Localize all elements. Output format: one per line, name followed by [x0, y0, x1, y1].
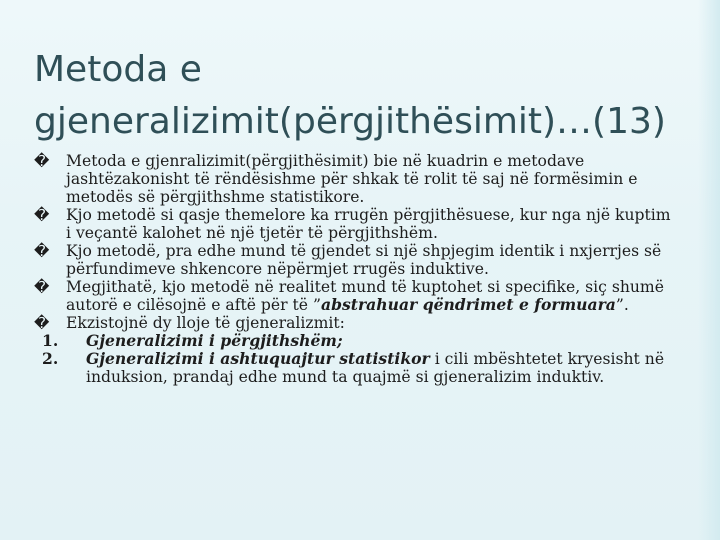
numbered-item — [34, 350, 674, 386]
bullet-item — [34, 314, 674, 332]
slide-body — [34, 152, 674, 386]
bullet-icon: � — [34, 206, 50, 224]
bullet-item — [34, 242, 674, 278]
bullet-text-end: ”. — [615, 296, 629, 314]
numbered-bold-text: Gjeneralizimi i përgjithshëm; — [86, 331, 343, 350]
numbered-text: i cili mbështetet kryesisht në induksion, prandaj edhe mund ta quajmë si gjeneralizim induktiv. — [86, 350, 665, 386]
bullet-text: Kjo metodë si qasje themelore ka rrugën përgjithësuese, kur nga një kuptim i veçantë kalohet në një tjetër të përgjithshëm. — [66, 206, 671, 242]
bullet-text: Metoda e gjenralizimit(përgjithësimit) bie në kuadrin e metodave jashtëzakonisht të rëndësishme për shkak të rolit të saj në formësimin e metodës së përgjithshme statistikore. — [66, 152, 638, 206]
bullet-emphasis: abstrahuar qëndrimet e formuara — [320, 295, 616, 314]
bullet-icon: � — [34, 278, 50, 296]
title-line-2: gjeneralizimit(përgjithësimit)…(13) — [34, 101, 666, 142]
bullet-text: Megjithatë, kjo metodë në realitet mund të kuptohet si specifike, siç shumë autorë e cilësojnë e aftë për të ” — [66, 278, 664, 314]
title-line-1: Metoda e — [34, 49, 202, 90]
page-title — [34, 44, 704, 148]
bullet-text: Ekzistojnë dy lloje të gjeneralizmit: — [66, 314, 345, 332]
bullet-item — [34, 152, 674, 206]
bullet-icon: � — [34, 152, 50, 170]
bullet-item — [34, 278, 674, 314]
number-marker: 2. — [42, 349, 59, 368]
number-marker: 1. — [42, 331, 59, 350]
bullet-item — [34, 206, 674, 242]
numbered-bold-text: Gjeneralizimi i ashtuquajtur statistikor — [86, 349, 430, 368]
bullet-text: Kjo metodë, pra edhe mund të gjendet si një shpjegim identik i nxjerrjes së përfundimeve shkencore nëpërmjet rrugës induktive. — [66, 242, 662, 278]
bullet-icon: � — [34, 314, 50, 332]
bullet-icon: � — [34, 242, 50, 260]
numbered-item — [34, 332, 674, 350]
